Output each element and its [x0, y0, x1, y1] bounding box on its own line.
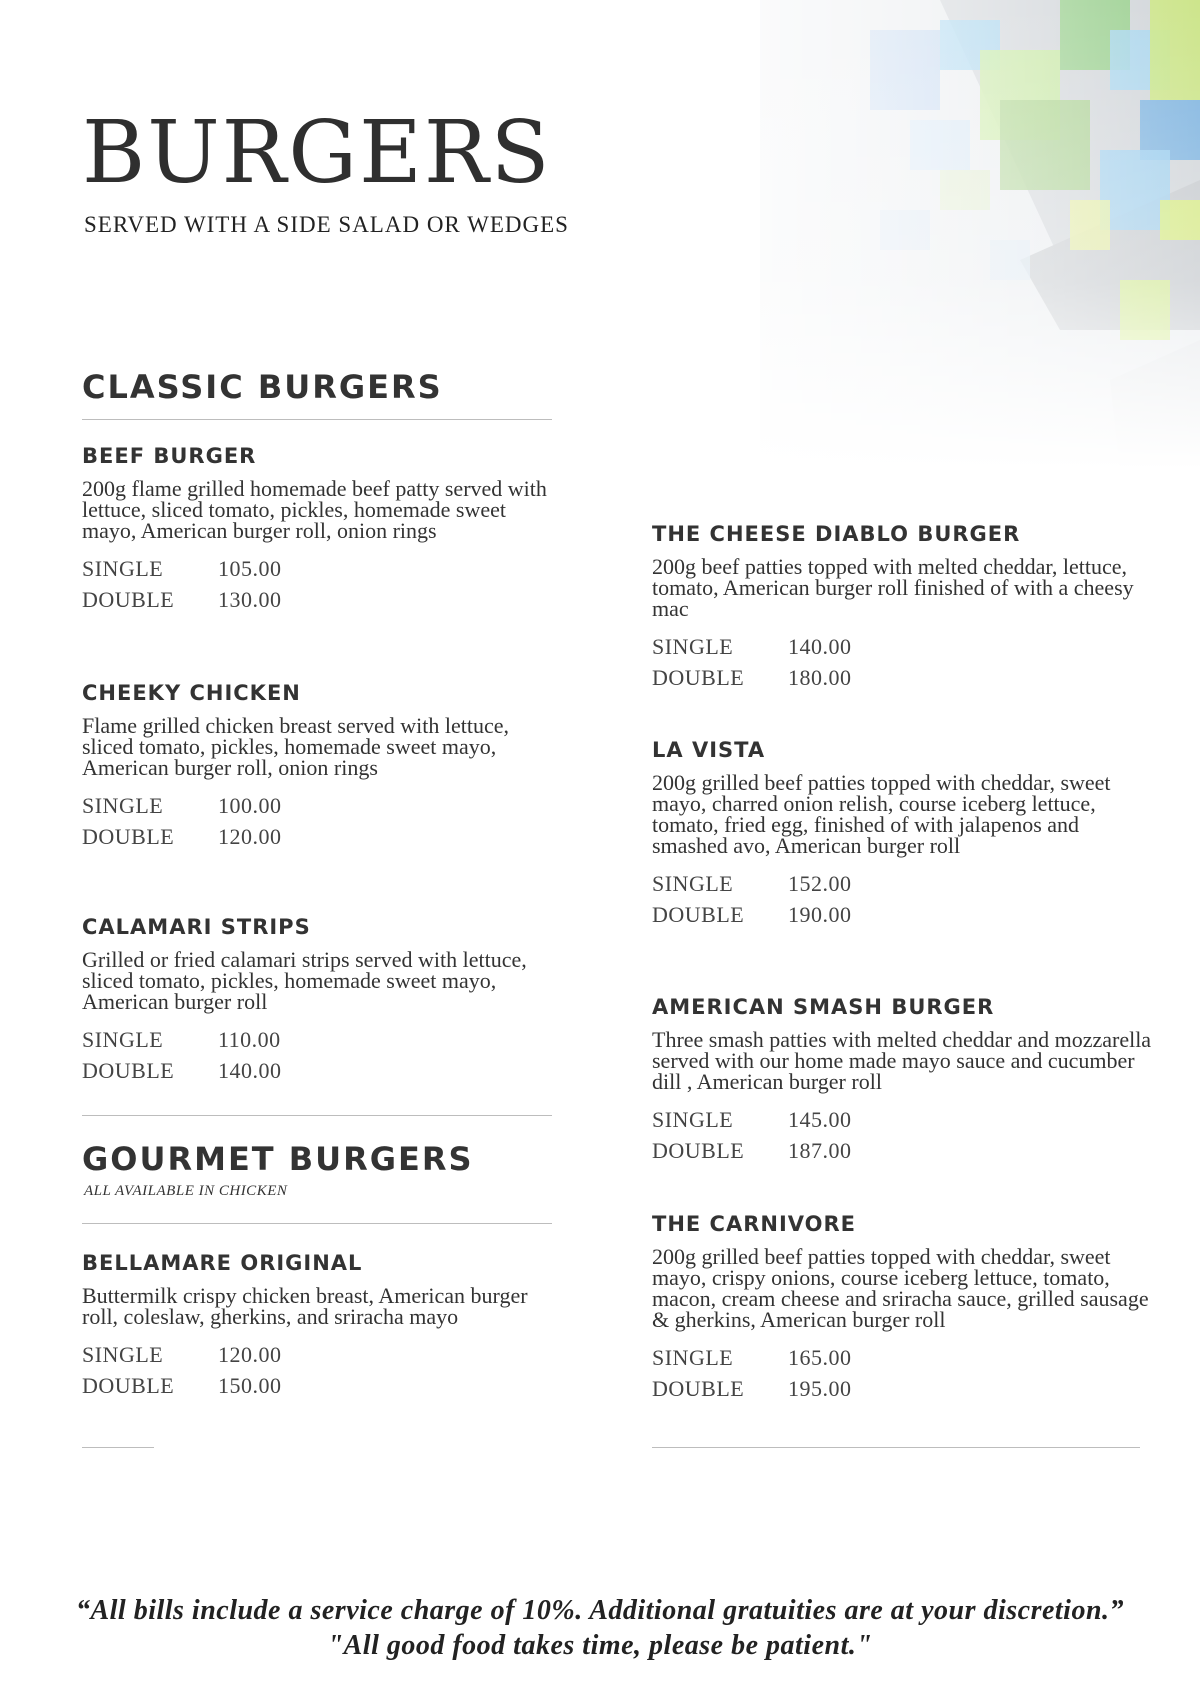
price-label: DOUBLE — [82, 824, 175, 849]
item-name: CHEEKY CHICKEN — [82, 681, 301, 705]
item-description: 200g beef patties topped with melted cheddar, lettuce, tomato, American burger roll finished of with a cheesy mac — [652, 554, 1134, 621]
price-row-double — [652, 662, 1152, 693]
item-description: 200g grilled beef patties topped with cheddar, sweet mayo, charred onion relish, course iceberg lettuce, tomato, fried egg, finished of with jalapenos and smashed avo, American burger roll — [652, 770, 1111, 858]
menu-item — [652, 1212, 1152, 1404]
price-label: SINGLE — [82, 1342, 164, 1367]
price-row-single — [652, 631, 1152, 662]
price-label: DOUBLE — [82, 1058, 175, 1083]
price-value: 150.00 — [218, 1373, 282, 1398]
price-row-single — [652, 868, 1152, 899]
price-label: DOUBLE — [652, 902, 745, 927]
menu-item — [82, 681, 552, 852]
price-value: 120.00 — [218, 1342, 282, 1367]
decorative-glass-panels-image — [640, 0, 1200, 470]
price-label: SINGLE — [82, 793, 164, 818]
item-description: Three smash patties with melted cheddar and mozzarella served with our home made mayo sauce and cucumber dill , American burger roll — [652, 1027, 1152, 1094]
item-description: 200g grilled beef patties topped with cheddar, sweet mayo, crispy onions, course iceberg lettuce, tomato, macon, cream cheese and sriracha sauce, grilled sausage & gherkins, American burger roll — [652, 1244, 1149, 1332]
price-row-single — [82, 1339, 552, 1370]
footer-patience-note: "All good food takes time, please be patient." — [327, 1630, 873, 1661]
price-value: 140.00 — [788, 634, 852, 659]
price-label: DOUBLE — [82, 587, 175, 612]
menu-item — [82, 915, 552, 1086]
price-row-double — [82, 584, 552, 615]
item-description: 200g flame grilled homemade beef patty served with lettuce, sliced tomato, pickles, homemade sweet mayo, American burger roll, onion rings — [82, 476, 547, 543]
menu-item — [652, 738, 1152, 930]
price-value: 152.00 — [788, 871, 852, 896]
menu-item — [652, 522, 1152, 693]
section-title-gourmet: GOURMET BURGERS — [82, 1140, 474, 1178]
price-row-double — [652, 1135, 1152, 1166]
section-divider — [82, 1223, 552, 1224]
section-note: ALL AVAILABLE IN CHICKEN — [84, 1183, 288, 1199]
item-name: LA VISTA — [652, 738, 766, 762]
menu-item — [82, 1251, 552, 1401]
price-row-double — [82, 1370, 552, 1401]
price-row-single — [82, 790, 552, 821]
price-value: 187.00 — [788, 1138, 852, 1163]
footer-service-charge-note: “All bills include a service charge of 10%. Additional gratuities are at your discretion.” — [75, 1595, 1125, 1626]
item-name: BELLAMARE ORIGINAL — [82, 1251, 363, 1275]
price-label: SINGLE — [652, 634, 734, 659]
price-label: DOUBLE — [652, 665, 745, 690]
item-description: Buttermilk crispy chicken breast, American burger roll, coleslaw, gherkins, and sriracha mayo — [82, 1283, 528, 1329]
price-label: SINGLE — [652, 1345, 734, 1370]
price-label: SINGLE — [82, 1027, 164, 1052]
item-name: AMERICAN SMASH BURGER — [652, 995, 995, 1019]
price-label: DOUBLE — [652, 1376, 745, 1401]
price-value: 190.00 — [788, 902, 852, 927]
item-description: Flame grilled chicken breast served with lettuce, sliced tomato, pickles, homemade sweet mayo, American burger roll, onion rings — [82, 713, 510, 780]
price-label: SINGLE — [652, 871, 734, 896]
item-name: THE CARNIVORE — [652, 1212, 857, 1236]
price-label: SINGLE — [652, 1107, 734, 1132]
price-row-single — [652, 1342, 1152, 1373]
price-value: 105.00 — [218, 556, 282, 581]
price-label: DOUBLE — [82, 1373, 175, 1398]
price-value: 120.00 — [218, 824, 282, 849]
price-value: 100.00 — [218, 793, 282, 818]
section-divider — [652, 1447, 1140, 1448]
menu-item — [652, 995, 1152, 1166]
section-divider — [82, 1447, 154, 1448]
menu-subtitle: SERVED WITH A SIDE SALAD OR WEDGES — [84, 212, 569, 237]
price-row-single — [652, 1104, 1152, 1135]
price-value: 195.00 — [788, 1376, 852, 1401]
price-label: SINGLE — [82, 556, 164, 581]
price-value: 130.00 — [218, 587, 282, 612]
price-row-double — [652, 899, 1152, 930]
price-row-double — [82, 1055, 552, 1086]
item-description: Grilled or fried calamari strips served with lettuce, sliced tomato, pickles, homemade sweet mayo, American burger roll — [82, 947, 527, 1014]
price-value: 110.00 — [218, 1027, 281, 1052]
section-divider — [82, 419, 552, 420]
price-row-double — [652, 1373, 1152, 1404]
price-row-single — [82, 1024, 552, 1055]
menu-item — [82, 444, 552, 615]
price-value: 165.00 — [788, 1345, 852, 1370]
price-value: 140.00 — [218, 1058, 282, 1083]
section-title-classic: CLASSIC BURGERS — [82, 368, 443, 406]
section-divider — [82, 1115, 552, 1116]
price-row-single — [82, 553, 552, 584]
price-value: 145.00 — [788, 1107, 852, 1132]
item-name: BEEF BURGER — [82, 444, 257, 468]
item-name: CALAMARI STRIPS — [82, 915, 311, 939]
price-label: DOUBLE — [652, 1138, 745, 1163]
price-value: 180.00 — [788, 665, 852, 690]
price-row-double — [82, 821, 552, 852]
menu-title: BURGERS — [82, 103, 552, 203]
item-name: THE CHEESE DIABLO BURGER — [652, 522, 1021, 546]
